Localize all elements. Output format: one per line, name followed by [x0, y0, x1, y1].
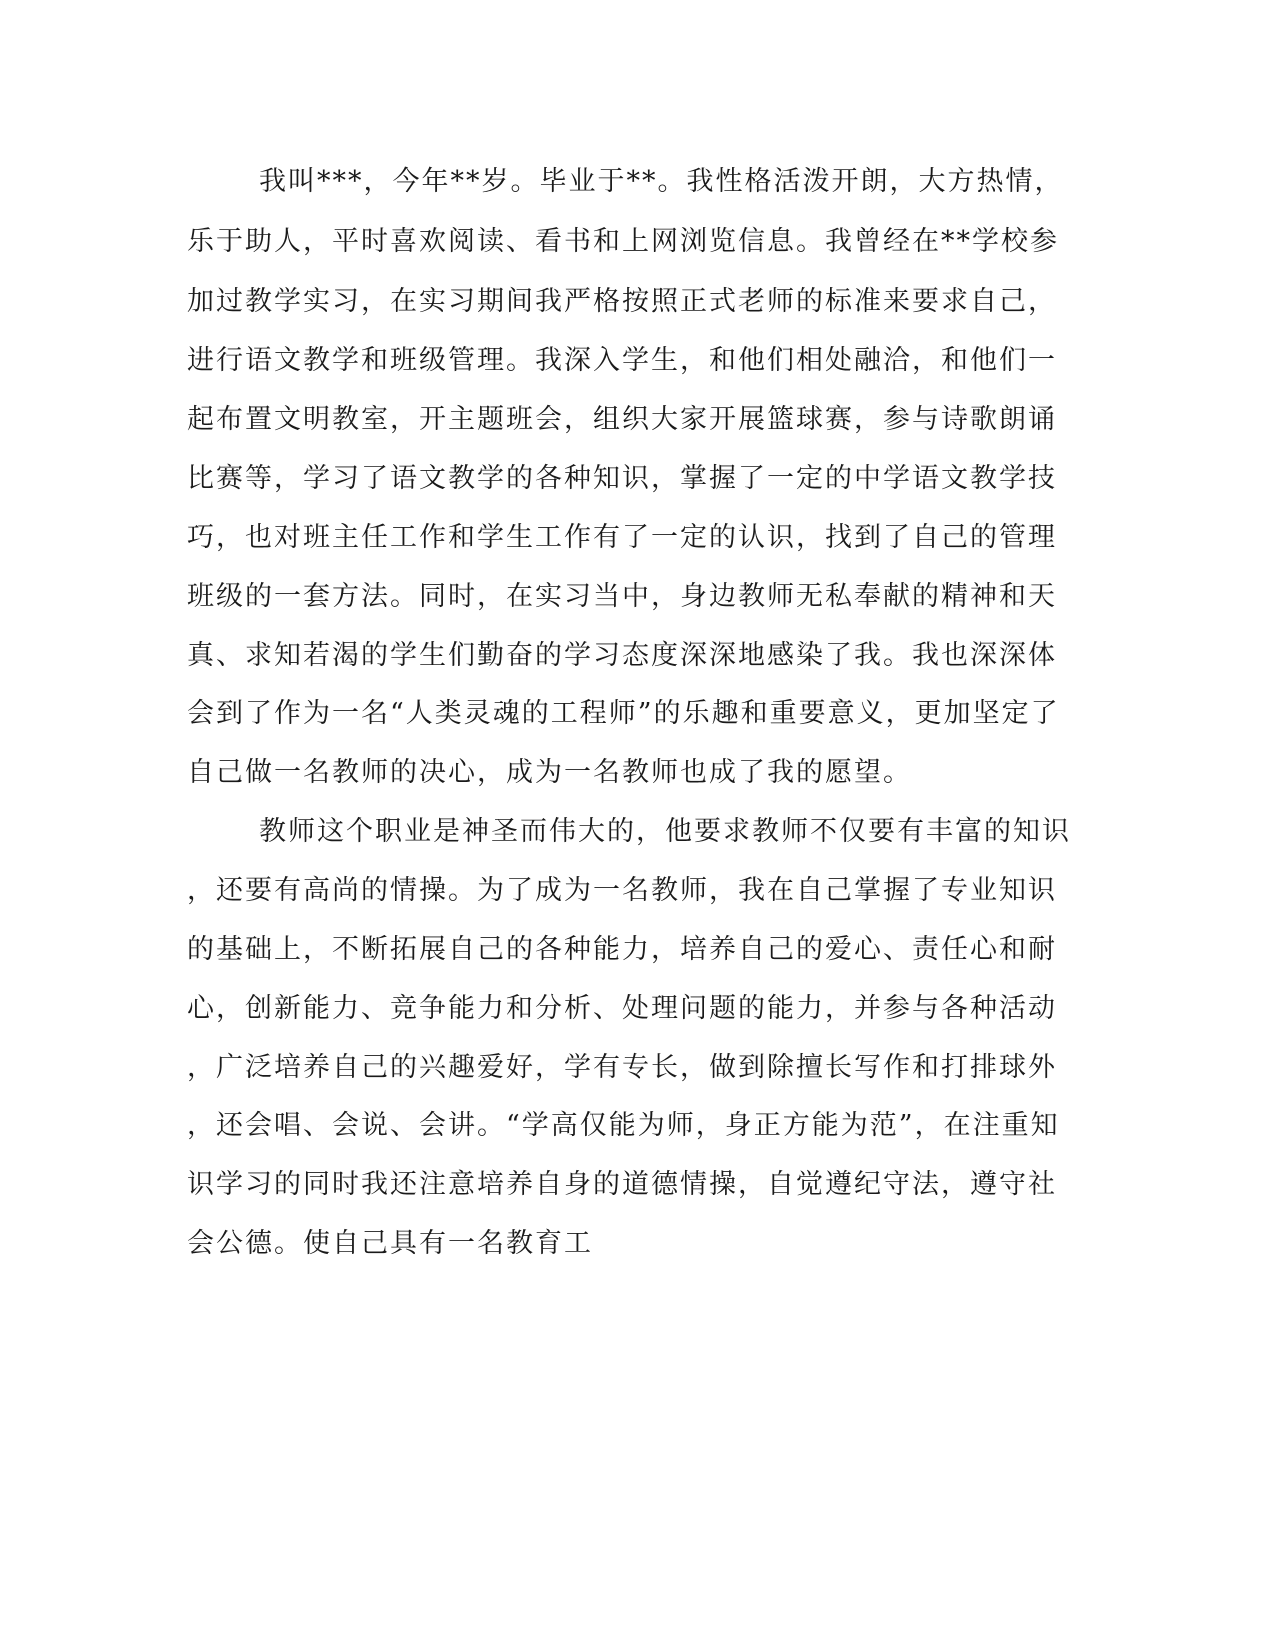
paragraph-1-line-10: 会到了作为一名“人类灵魂的工程师”的乐趣和重要意义，更加坚定了	[187, 698, 1060, 729]
paragraph-1-line-4: 进行语文教学和班级管理。我深入学生，和他们相处融洽，和他们一	[187, 345, 1057, 376]
paragraph-2-line-4: 心，创新能力、竞争能力和分析、处理问题的能力，并参与各种活动	[187, 993, 1057, 1024]
paragraph-1-line-11: 自己做一名教师的决心，成为一名教师也成了我的愿望。	[187, 757, 912, 788]
paragraph-2-line-6: ，还会唱、会说、会讲。“学高仅能为师，身正方能为范”，在注重知	[187, 1110, 1060, 1141]
paragraph-2-line-8: 会公德。使自己具有一名教育工	[187, 1228, 593, 1259]
paragraph-1-line-5: 起布置文明教室，开主题班会，组织大家开展篮球赛，参与诗歌朗诵	[187, 404, 1057, 435]
paragraph-1-line-1: 我叫***，今年**岁。毕业于**。我性格活泼开朗，大方热情，	[259, 166, 1064, 197]
paragraph-2-line-2: ，还要有高尚的情操。为了成为一名教师，我在自己掌握了专业知识	[187, 875, 1057, 906]
paragraph-1-line-7: 巧，也对班主任工作和学生工作有了一定的认识，找到了自己的管理	[187, 522, 1057, 553]
paragraph-2-line-5: ，广泛培养自己的兴趣爱好，学有专长，做到除擅长写作和打排球外	[187, 1052, 1057, 1083]
paragraph-2-line-1: 教师这个职业是神圣而伟大的，他要求教师不仅要有丰富的知识	[259, 816, 1071, 847]
paragraph-2-line-7: 识学习的同时我还注意培养自身的道德情操，自觉遵纪守法，遵守社	[187, 1169, 1057, 1200]
paragraph-2-line-3: 的基础上，不断拓展自己的各种能力，培养自己的爱心、责任心和耐	[187, 934, 1057, 965]
paragraph-1-line-2: 乐于助人，平时喜欢阅读、看书和上网浏览信息。我曾经在**学校参	[187, 226, 1059, 257]
paragraph-1-line-8: 班级的一套方法。同时，在实习当中，身边教师无私奉献的精神和天	[187, 581, 1057, 612]
paragraph-1-line-6: 比赛等，学习了语文教学的各种知识，掌握了一定的中学语文教学技	[187, 463, 1057, 494]
paragraph-1-line-9: 真、求知若渴的学生们勤奋的学习态度深深地感染了我。我也深深体	[187, 640, 1057, 671]
paragraph-1-line-3: 加过教学实习，在实习期间我严格按照正式老师的标准来要求自己，	[187, 286, 1057, 317]
